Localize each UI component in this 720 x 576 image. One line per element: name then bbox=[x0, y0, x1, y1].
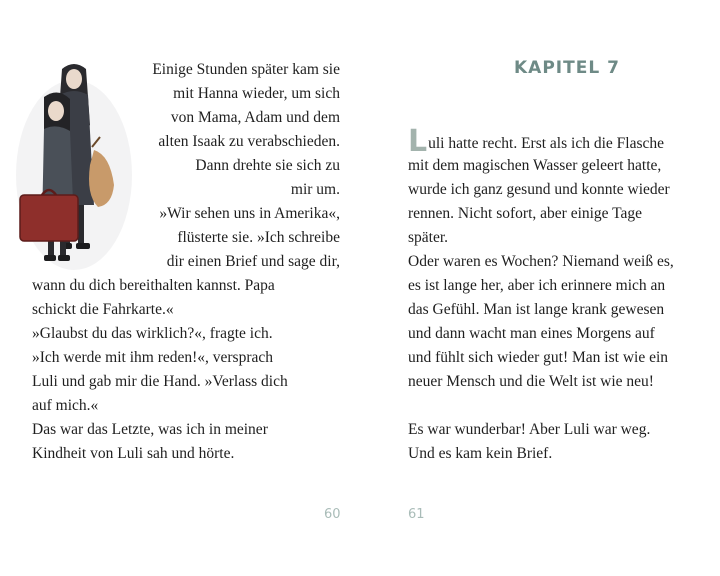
left-text-line: »Wir sehen uns in Amerika«, bbox=[159, 205, 340, 222]
right-text-line: und dann wacht man eines Morgens auf bbox=[408, 325, 655, 342]
right-text-line: und fühlt sich wieder gut! Man ist wie ein bbox=[408, 349, 669, 366]
left-text-line: Das war das Letzte, was ich in meiner bbox=[32, 421, 268, 438]
left-text-line: Einige Stunden später kam sie bbox=[152, 61, 340, 78]
page-number-left: 60 bbox=[324, 507, 341, 522]
right-text-line: Oder waren es Wochen? Niemand weiß es, bbox=[408, 253, 674, 270]
left-text-line: auf mich.« bbox=[32, 397, 99, 414]
left-text-line: mir um. bbox=[290, 181, 340, 198]
illustration-drawing bbox=[14, 55, 134, 270]
chapter-title: KAPITEL 7 bbox=[514, 58, 620, 78]
right-text-line: Es war wunderbar! Aber Luli war weg. bbox=[408, 421, 651, 438]
left-text-line: »Ich werde mit ihm reden!«, versprach bbox=[32, 349, 274, 366]
first-line bbox=[408, 124, 664, 159]
left-text-line: alten Isaak zu verabschieden. bbox=[158, 133, 340, 150]
left-text-line: »Glaubst du das wirklich?«, fragte ich. bbox=[32, 325, 273, 342]
left-text-line: Luli und gab mir die Hand. »Verlass dich bbox=[32, 373, 288, 390]
left-text-line: Kindheit von Luli sah und hörte. bbox=[32, 445, 235, 462]
left-text-line: dir einen Brief und sage dir, bbox=[166, 253, 340, 270]
left-text-line: mit Hanna wieder, um sich bbox=[173, 85, 340, 102]
girls-with-suitcase-illustration bbox=[14, 55, 134, 270]
left-text-line: von Mama, Adam und dem bbox=[170, 109, 340, 126]
right-text-line: rennen. Nicht sofort, aber einige Tage bbox=[408, 205, 643, 222]
right-text-line: mit dem magischen Wasser geleert hatte, bbox=[408, 157, 662, 174]
right-text-line: neuer Mensch und die Welt ist wie neu! bbox=[408, 373, 654, 390]
right-text-line: später. bbox=[408, 229, 449, 246]
left-text-line: flüsterte sie. »Ich schreibe bbox=[177, 229, 340, 246]
left-text-line: Dann drehte sie sich zu bbox=[195, 157, 340, 174]
left-text-line: schickt die Fahrkarte.« bbox=[32, 301, 174, 318]
drop-cap: L bbox=[408, 124, 428, 159]
right-text-line: wurde ich ganz gesund und konnte wieder bbox=[408, 181, 670, 198]
page-number-right: 61 bbox=[408, 507, 425, 522]
right-text-line: das Gefühl. Man ist lange krank gewesen bbox=[408, 301, 665, 318]
right-text-line: es ist lange her, aber ich erinnere mich an bbox=[408, 277, 666, 294]
right-text-line: uli hatte recht. Erst als ich die Flasche bbox=[428, 135, 664, 152]
left-text-line: wann du dich bereithalten kannst. Papa bbox=[32, 277, 275, 294]
right-text-line: Und es kam kein Brief. bbox=[408, 445, 553, 462]
